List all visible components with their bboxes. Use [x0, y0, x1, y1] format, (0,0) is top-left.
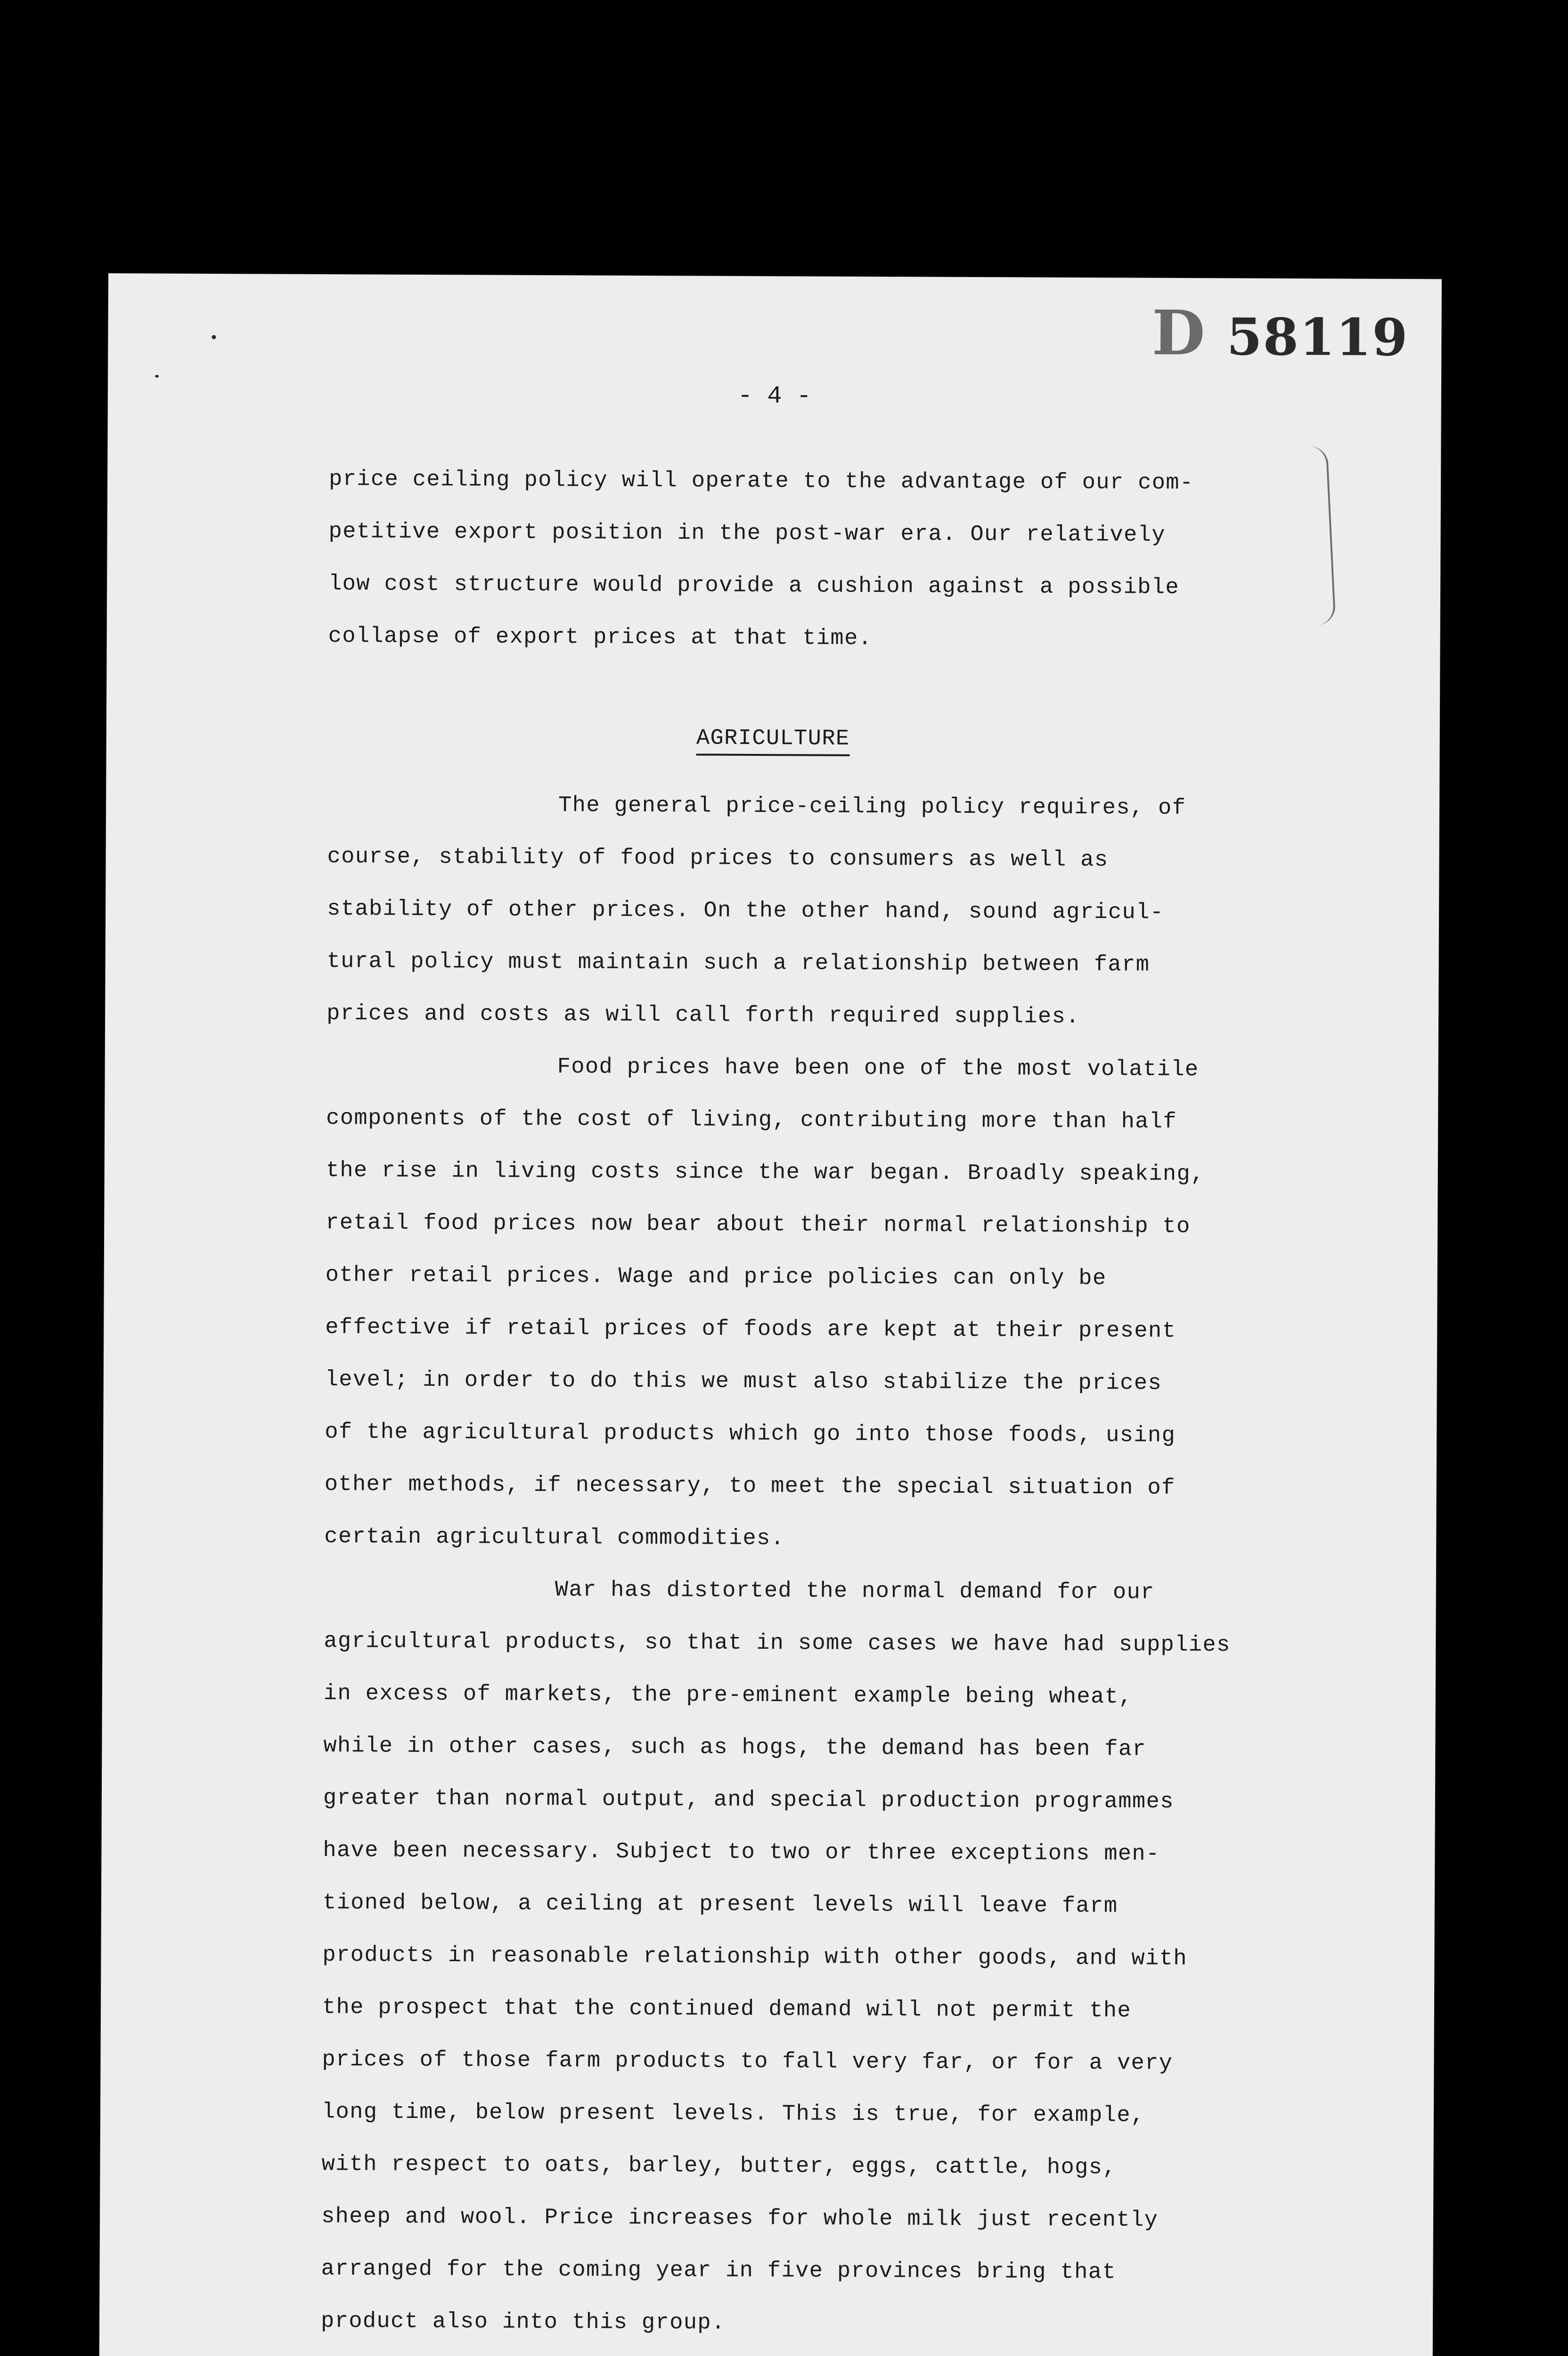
section-heading [106, 723, 1440, 754]
text-line: prices of those farm products to fall very far, or for a very [322, 2047, 1173, 2076]
text-line: stability of other prices. On the other hand, sound agricul- [327, 897, 1164, 925]
text-line: greater than normal output, and special production programmes [323, 1786, 1174, 1815]
text-line: price ceiling policy will operate to the advantage of our com- [328, 467, 1194, 496]
text-line: tural policy must maintain such a relationship between farm [327, 949, 1150, 978]
text-line: with respect to oats, barley, butter, eggs, cattle, hogs, [321, 2152, 1117, 2181]
text-line: have been necessary. Subject to two or three exceptions men- [323, 1838, 1160, 1867]
text-line: product also into this group. [320, 2309, 726, 2336]
text-line: petitive export position in the post-war era. Our relatively [328, 519, 1166, 548]
text-line: tioned below, a ceiling at present levels will leave farm [322, 1890, 1118, 1919]
text-line: Food prices have been one of the most volatile [557, 1055, 1199, 1083]
text-line: of the agricultural products which go into those foods, using [325, 1420, 1176, 1448]
document-page [98, 273, 1441, 2356]
text-line: effective if retail prices of foods are kept at their present [325, 1315, 1176, 1344]
text-line: long time, below present levels. This is true, for example, [321, 2100, 1145, 2128]
text-line: while in other cases, such as hogs, the demand has been far [323, 1734, 1147, 1762]
text-line: level; in order to do this we must also stabilize the prices [325, 1367, 1162, 1396]
archive-stamp [1152, 297, 1409, 370]
text-line: products in reasonable relationship with other goods, and with [322, 1943, 1188, 1972]
section-heading-text: AGRICULTURE [696, 726, 850, 756]
text-line: sheep and wool. Price increases for whole milk just recently [321, 2204, 1159, 2233]
text-line: low cost structure would provide a cushion against a possible [328, 572, 1180, 600]
text-line: retail food prices now bear about their normal relationship to [326, 1211, 1191, 1240]
text-line: prices and costs as will call forth required supplies. [327, 1001, 1080, 1030]
text-line: collapse of export prices at that time. [328, 624, 873, 652]
continuation-paragraph [328, 453, 1328, 667]
text-line: other methods, if necessary, to meet the special situation of [324, 1472, 1176, 1501]
text-line: arranged for the coming year in five provinces bring that [321, 2257, 1117, 2285]
text-line: other retail prices. Wage and price policies can only be [325, 1263, 1107, 1292]
text-line: the rise in living costs since the war began. Broadly speaking, [326, 1158, 1205, 1187]
text-line: components of the cost of living, contributing more than half [326, 1106, 1177, 1135]
text-line: War has distorted the normal demand for our [555, 1578, 1155, 1605]
text-line: certain agricultural commodities. [324, 1524, 785, 1552]
text-line: agricultural products, so that in some cases we have had supplies [324, 1629, 1231, 1658]
stray-ink-mark [155, 375, 159, 377]
archive-stamp-letter: D [1152, 296, 1207, 369]
archive-stamp-number: 58119 [1226, 307, 1409, 368]
text-line: in excess of markets, the pre-eminent example being wheat, [323, 1681, 1133, 1710]
stray-ink-mark [212, 335, 216, 339]
page-number: - 4 - [737, 382, 812, 410]
text-line: the prospect that the continued demand will not permit the [322, 1995, 1132, 2024]
text-line: The general price-ceiling policy requires, of [558, 793, 1186, 821]
paragraph-2 [324, 1040, 1325, 1567]
paragraph-3 [321, 1563, 1323, 2352]
paragraph-1 [327, 778, 1326, 1044]
text-line: course, stability of food prices to consumers as well as [327, 844, 1109, 873]
